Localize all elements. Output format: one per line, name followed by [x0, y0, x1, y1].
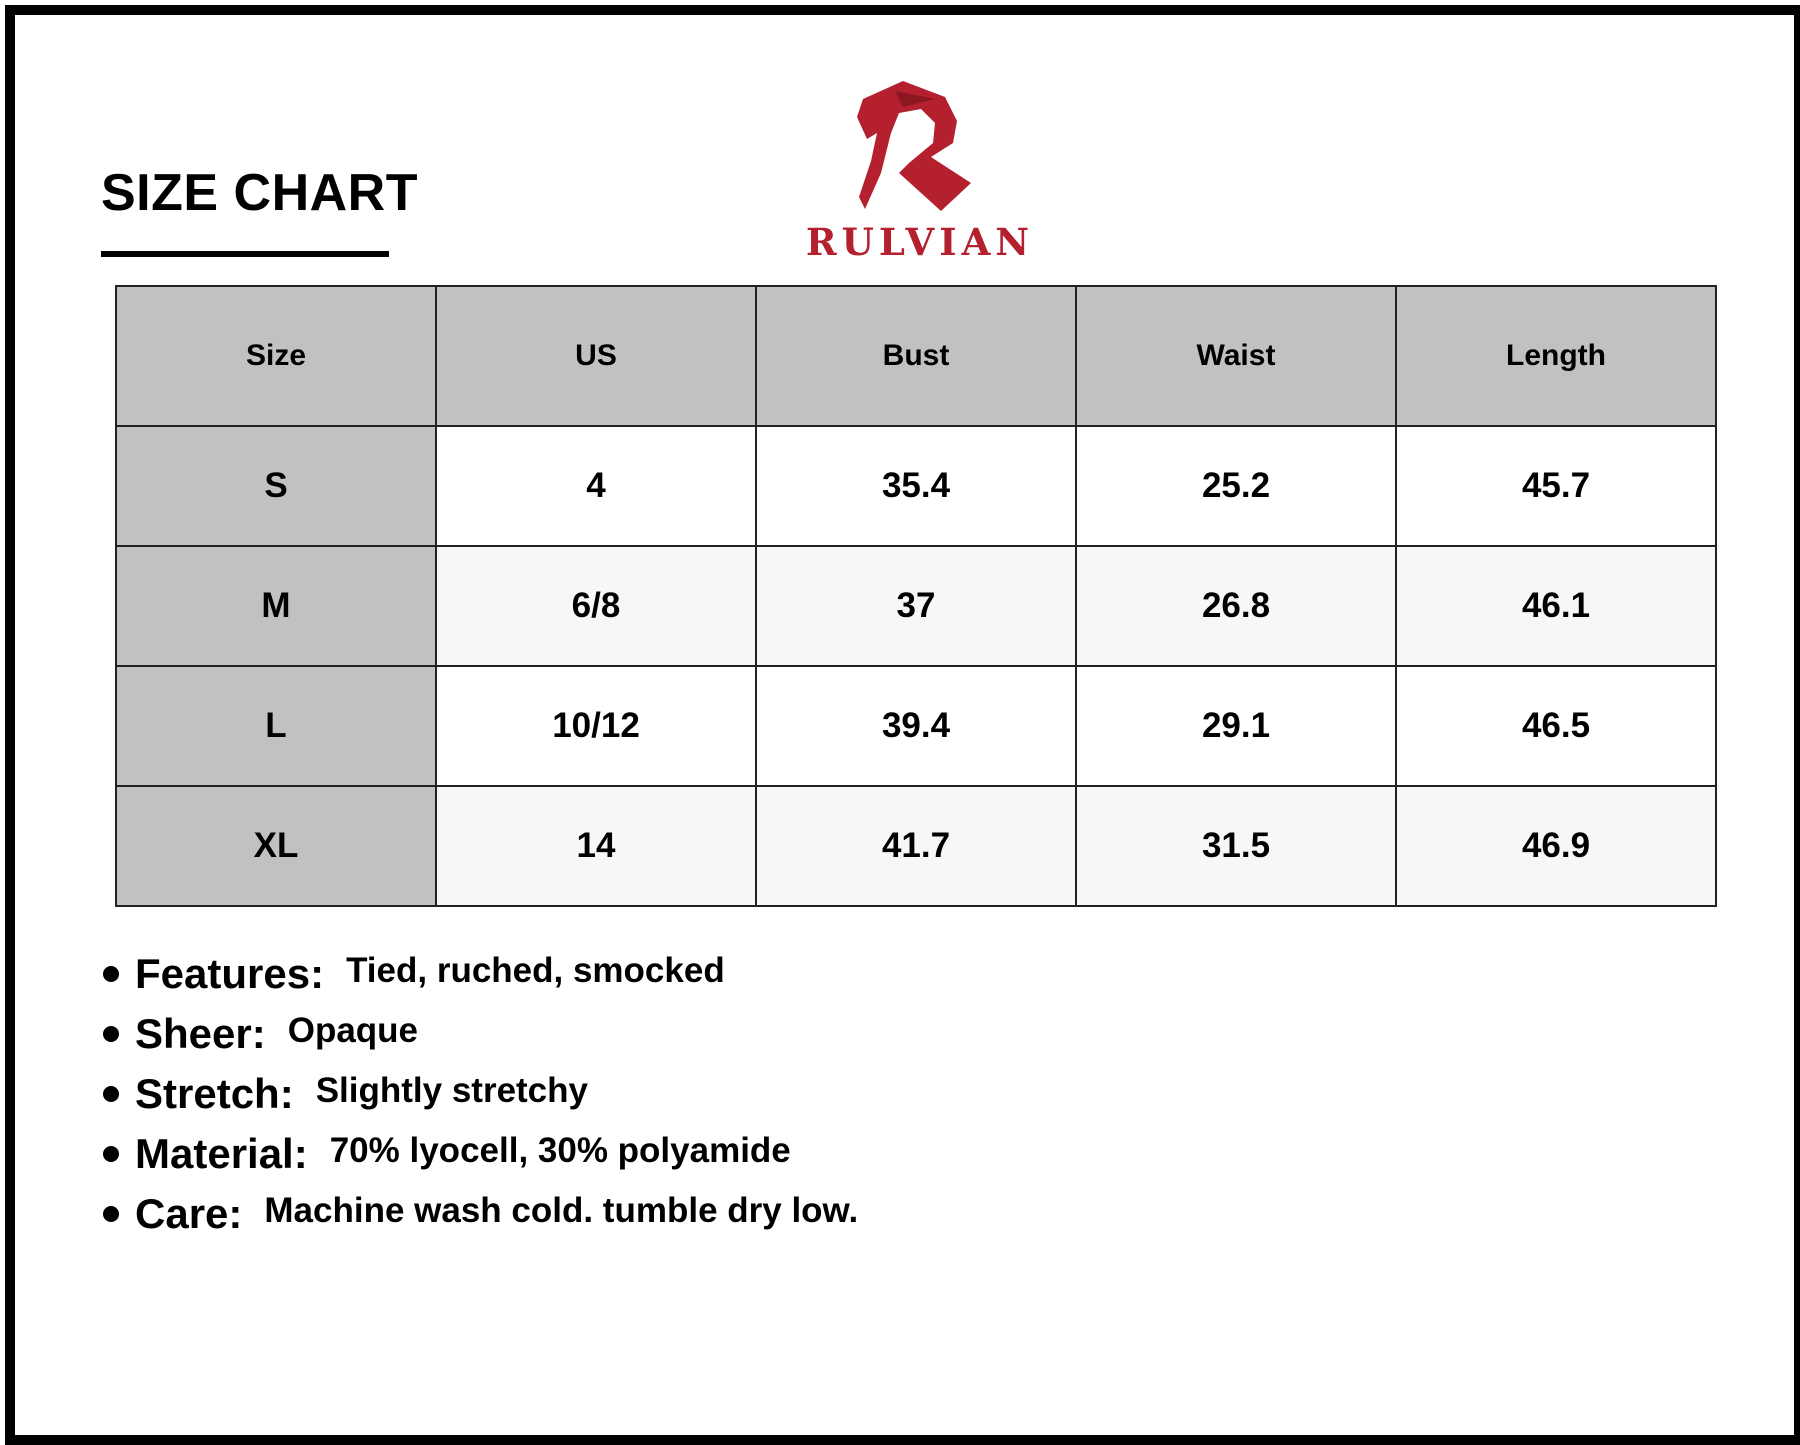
list-item [103, 950, 858, 1010]
table-row [116, 546, 1716, 666]
table-row [116, 666, 1716, 786]
brand-name: RULVIAN [805, 220, 1035, 264]
cell-waist: 31.5 [1076, 786, 1396, 906]
feature-value: Slightly stretchy [315, 1071, 588, 1110]
bullet-icon [103, 1086, 119, 1102]
table-header-row [116, 286, 1716, 426]
cell-size: XL [116, 786, 436, 906]
cell-length: 46.5 [1396, 666, 1716, 786]
header-us: US [436, 286, 756, 426]
cell-length: 46.1 [1396, 546, 1716, 666]
feature-value: Machine wash cold. tumble dry low. [264, 1191, 859, 1230]
cell-waist: 25.2 [1076, 426, 1396, 546]
feature-value: Opaque [287, 1011, 419, 1050]
cell-us: 6/8 [436, 546, 756, 666]
cell-length: 45.7 [1396, 426, 1716, 546]
cell-size: L [116, 666, 436, 786]
feature-list [103, 950, 858, 1250]
header-size: Size [116, 286, 436, 426]
header-length: Length [1396, 286, 1716, 426]
table-row [116, 426, 1716, 546]
brand-logo [795, 77, 1045, 267]
feature-value: Tied, ruched, smocked [346, 951, 725, 990]
page-frame [5, 5, 1800, 1445]
cell-bust: 37 [756, 546, 1076, 666]
cell-size: M [116, 546, 436, 666]
title-underline [101, 251, 389, 257]
rulvian-r-logo-icon [795, 77, 1045, 217]
feature-label: Features: [135, 950, 325, 997]
cell-length: 46.9 [1396, 786, 1716, 906]
size-table [115, 285, 1717, 907]
title-block [101, 163, 418, 257]
cell-bust: 35.4 [756, 426, 1076, 546]
bullet-icon [103, 966, 119, 982]
cell-waist: 29.1 [1076, 666, 1396, 786]
cell-bust: 39.4 [756, 666, 1076, 786]
table-row [116, 786, 1716, 906]
bullet-icon [103, 1026, 119, 1042]
cell-size: S [116, 426, 436, 546]
feature-label: Sheer: [135, 1010, 266, 1057]
bullet-icon [103, 1146, 119, 1162]
list-item [103, 1070, 858, 1130]
page-title: SIZE CHART [101, 164, 418, 222]
list-item [103, 1130, 858, 1190]
bullet-icon [103, 1206, 119, 1222]
header-bust: Bust [756, 286, 1076, 426]
feature-label: Care: [135, 1190, 243, 1237]
cell-bust: 41.7 [756, 786, 1076, 906]
list-item [103, 1190, 858, 1250]
feature-value: 70% lyocell, 30% polyamide [329, 1131, 791, 1170]
cell-us: 4 [436, 426, 756, 546]
cell-waist: 26.8 [1076, 546, 1396, 666]
feature-label: Stretch: [135, 1070, 294, 1117]
feature-label: Material: [135, 1130, 308, 1177]
cell-us: 10/12 [436, 666, 756, 786]
header-waist: Waist [1076, 286, 1396, 426]
cell-us: 14 [436, 786, 756, 906]
list-item [103, 1010, 858, 1070]
